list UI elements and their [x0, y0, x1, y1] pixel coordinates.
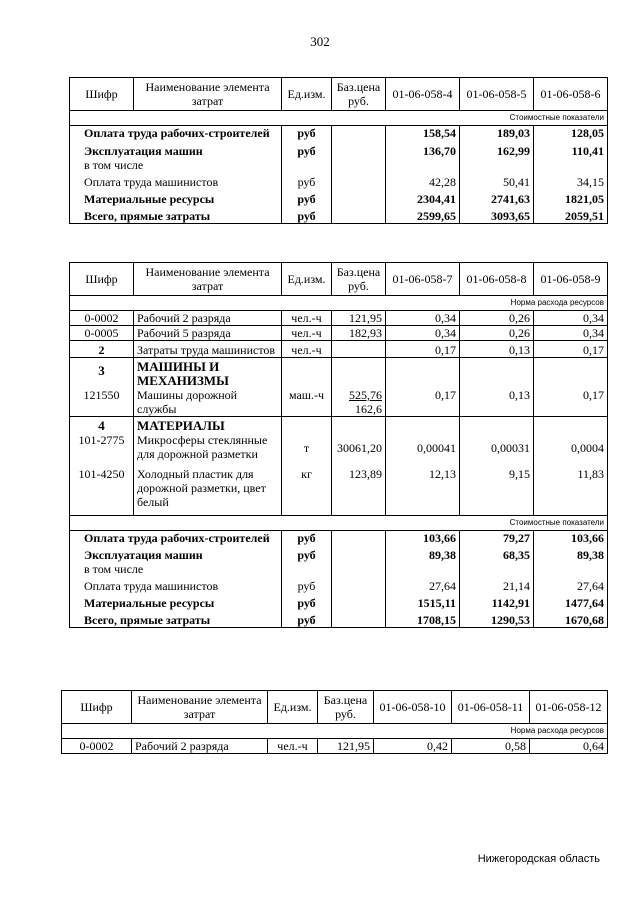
- row-name: Оплата труда машинистов: [70, 576, 282, 593]
- row-value: 1142,91: [460, 593, 534, 610]
- group-name: МАТЕРИАЛЫ: [134, 417, 282, 434]
- header-name: Наименование элемента затрат: [132, 691, 268, 724]
- row-value: 42,28: [386, 172, 460, 189]
- row-value: 0,34: [534, 326, 608, 341]
- table-row: [62, 739, 608, 754]
- row-value: 12,13: [386, 461, 460, 516]
- row-unit: руб: [282, 189, 332, 206]
- row-code: 101-2775: [70, 433, 134, 461]
- row-value: 50,41: [460, 172, 534, 189]
- row-name: Эксплуатация машин в том числе: [70, 545, 282, 576]
- row-price: 121,95: [332, 311, 386, 326]
- group-name: МАШИНЫ И МЕХАНИЗМЫ: [134, 358, 282, 389]
- row-value: 0,00031: [460, 433, 534, 461]
- footer-region: Нижегородская область: [477, 853, 600, 865]
- table-row: [70, 593, 608, 610]
- header-name: Наименование элемента затрат: [134, 263, 282, 296]
- row-value: 0,17: [534, 388, 608, 417]
- row-name: Материальные ресурсы: [70, 189, 282, 206]
- row-code: 0-0002: [62, 739, 132, 754]
- row-value: 9,15: [460, 461, 534, 516]
- row-price: 121,95: [318, 739, 374, 754]
- row-price: 182,93: [332, 326, 386, 341]
- table-row: [70, 531, 608, 546]
- resource-table-2: [69, 262, 608, 628]
- header-code: Шифр: [70, 263, 134, 296]
- row-unit: руб: [282, 593, 332, 610]
- row-price: 525,76 162,6: [332, 388, 386, 417]
- row-value: 0,34: [386, 311, 460, 326]
- section-label: Норма расхода ресурсов: [70, 296, 608, 311]
- header-price: Баз.цена руб.: [318, 691, 374, 724]
- row-value: 136,70: [386, 140, 460, 172]
- group-code: 3: [70, 358, 134, 389]
- row-value: 27,64: [386, 576, 460, 593]
- row-value: 0,34: [534, 311, 608, 326]
- header-code: Шифр: [62, 691, 132, 724]
- section-label: Стоимостные показатели: [70, 111, 608, 126]
- row-value: 1515,11: [386, 593, 460, 610]
- header-unit: Ед.изм.: [282, 78, 332, 111]
- table-row: [70, 388, 608, 417]
- table-row: [70, 461, 608, 516]
- row-value: 2059,51: [534, 206, 608, 224]
- row-value: 0,34: [386, 326, 460, 341]
- table-row-group: [70, 417, 608, 434]
- row-value: 0,13: [460, 388, 534, 417]
- row-value: 21,14: [460, 576, 534, 593]
- row-value: 89,38: [534, 545, 608, 576]
- row-unit: маш.-ч: [282, 388, 332, 417]
- row-value: 158,54: [386, 126, 460, 141]
- row-value: 103,66: [386, 531, 460, 546]
- row-price: 123,89: [332, 461, 386, 516]
- row-value: 1708,15: [386, 610, 460, 628]
- header-col: 01-06-058-5: [460, 78, 534, 111]
- cost-table-1: [69, 77, 608, 224]
- row-name: Эксплуатация машин в том числе: [70, 140, 282, 172]
- table-row: [70, 610, 608, 628]
- row-unit: руб: [282, 576, 332, 593]
- row-value: 2741,63: [460, 189, 534, 206]
- header-col: 01-06-058-9: [534, 263, 608, 296]
- row-value: 103,66: [534, 531, 608, 546]
- row-value: 2304,41: [386, 189, 460, 206]
- row-code: 101-4250: [70, 461, 134, 516]
- table-row: [70, 576, 608, 593]
- row-value: 0,58: [452, 739, 530, 754]
- row-name: Всего, прямые затраты: [70, 610, 282, 628]
- row-value: 0,17: [386, 388, 460, 417]
- table-row: [70, 140, 608, 172]
- row-name: Холодный пластик для дорожной разметки, цвет белый: [134, 461, 282, 516]
- row-value: 0,17: [534, 341, 608, 358]
- row-name: Микросферы стеклянные для дорожной разметки: [134, 433, 282, 461]
- table-row: [70, 326, 608, 341]
- row-unit: кг: [282, 461, 332, 516]
- row-name: Оплата труда рабочих-строителей: [70, 531, 282, 546]
- row-unit: руб: [282, 545, 332, 576]
- header-price: Баз.цена руб.: [332, 78, 386, 111]
- row-price: 30061,20: [332, 433, 386, 461]
- row-value: 0,13: [460, 341, 534, 358]
- row-value: 79,27: [460, 531, 534, 546]
- row-value: 11,83: [534, 461, 608, 516]
- table-row: [70, 126, 608, 141]
- row-value: 0,0004: [534, 433, 608, 461]
- row-name: Машины дорожной службы: [134, 388, 282, 417]
- row-value: 0,26: [460, 326, 534, 341]
- table-row-group: [70, 358, 608, 389]
- row-value: 68,35: [460, 545, 534, 576]
- header-col: 01-06-058-12: [530, 691, 608, 724]
- row-code: 0-0002: [70, 311, 134, 326]
- resource-table-3: [61, 690, 608, 754]
- row-value: 34,15: [534, 172, 608, 189]
- header-code: Шифр: [70, 78, 134, 111]
- section-label: Норма расхода ресурсов: [62, 724, 608, 739]
- row-name: Оплата труда машинистов: [70, 172, 282, 189]
- row-unit: руб: [282, 610, 332, 628]
- row-value: 1670,68: [534, 610, 608, 628]
- row-value: 0,00041: [386, 433, 460, 461]
- header-col: 01-06-058-4: [386, 78, 460, 111]
- row-name: Рабочий 2 разряда: [134, 311, 282, 326]
- header-col: 01-06-058-7: [386, 263, 460, 296]
- header-col: 01-06-058-10: [374, 691, 452, 724]
- row-unit: руб: [282, 206, 332, 224]
- header-col: 01-06-058-11: [452, 691, 530, 724]
- row-code: 0-0005: [70, 326, 134, 341]
- row-name: Материальные ресурсы: [70, 593, 282, 610]
- section-label: Стоимостные показатели: [70, 516, 608, 531]
- table-row: [70, 311, 608, 326]
- row-value: 0,26: [460, 311, 534, 326]
- row-value: 89,38: [386, 545, 460, 576]
- table-row: [70, 206, 608, 224]
- header-unit: Ед.изм.: [282, 263, 332, 296]
- page-number: 302: [310, 34, 330, 49]
- row-value: 0,42: [374, 739, 452, 754]
- row-value: 1477,64: [534, 593, 608, 610]
- row-value: 128,05: [534, 126, 608, 141]
- row-unit: чел.-ч: [268, 739, 318, 754]
- row-value: 110,41: [534, 140, 608, 172]
- header-col: 01-06-058-6: [534, 78, 608, 111]
- row-code: 2: [70, 341, 134, 358]
- row-unit: т: [282, 433, 332, 461]
- row-value: 1290,53: [460, 610, 534, 628]
- table-row: [70, 341, 608, 358]
- row-value: 1821,05: [534, 189, 608, 206]
- row-value: 3093,65: [460, 206, 534, 224]
- row-name: Всего, прямые затраты: [70, 206, 282, 224]
- header-unit: Ед.изм.: [268, 691, 318, 724]
- row-value: 0,64: [530, 739, 608, 754]
- row-unit: руб: [282, 140, 332, 172]
- table-row: [70, 172, 608, 189]
- row-unit: руб: [282, 531, 332, 546]
- row-value: 0,17: [386, 341, 460, 358]
- table-row: [70, 189, 608, 206]
- row-name: Оплата труда рабочих-строителей: [70, 126, 282, 141]
- row-value: 189,03: [460, 126, 534, 141]
- row-unit: чел.-ч: [282, 326, 332, 341]
- row-name: Затраты труда машинистов: [134, 341, 282, 358]
- row-price: [332, 341, 386, 358]
- row-unit: чел.-ч: [282, 311, 332, 326]
- table-row: [70, 433, 608, 461]
- row-name: Рабочий 5 разряда: [134, 326, 282, 341]
- row-name: Рабочий 2 разряда: [132, 739, 268, 754]
- row-unit: чел.-ч: [282, 341, 332, 358]
- header-col: 01-06-058-8: [460, 263, 534, 296]
- row-value: 2599,65: [386, 206, 460, 224]
- row-value: 27,64: [534, 576, 608, 593]
- table-row: [70, 545, 608, 576]
- row-unit: руб: [282, 126, 332, 141]
- row-unit: руб: [282, 172, 332, 189]
- row-value: 162,99: [460, 140, 534, 172]
- header-price: Баз.цена руб.: [332, 263, 386, 296]
- group-code: 4: [70, 417, 134, 434]
- row-code: 121550: [70, 388, 134, 417]
- header-name: Наименование элемента затрат: [134, 78, 282, 111]
